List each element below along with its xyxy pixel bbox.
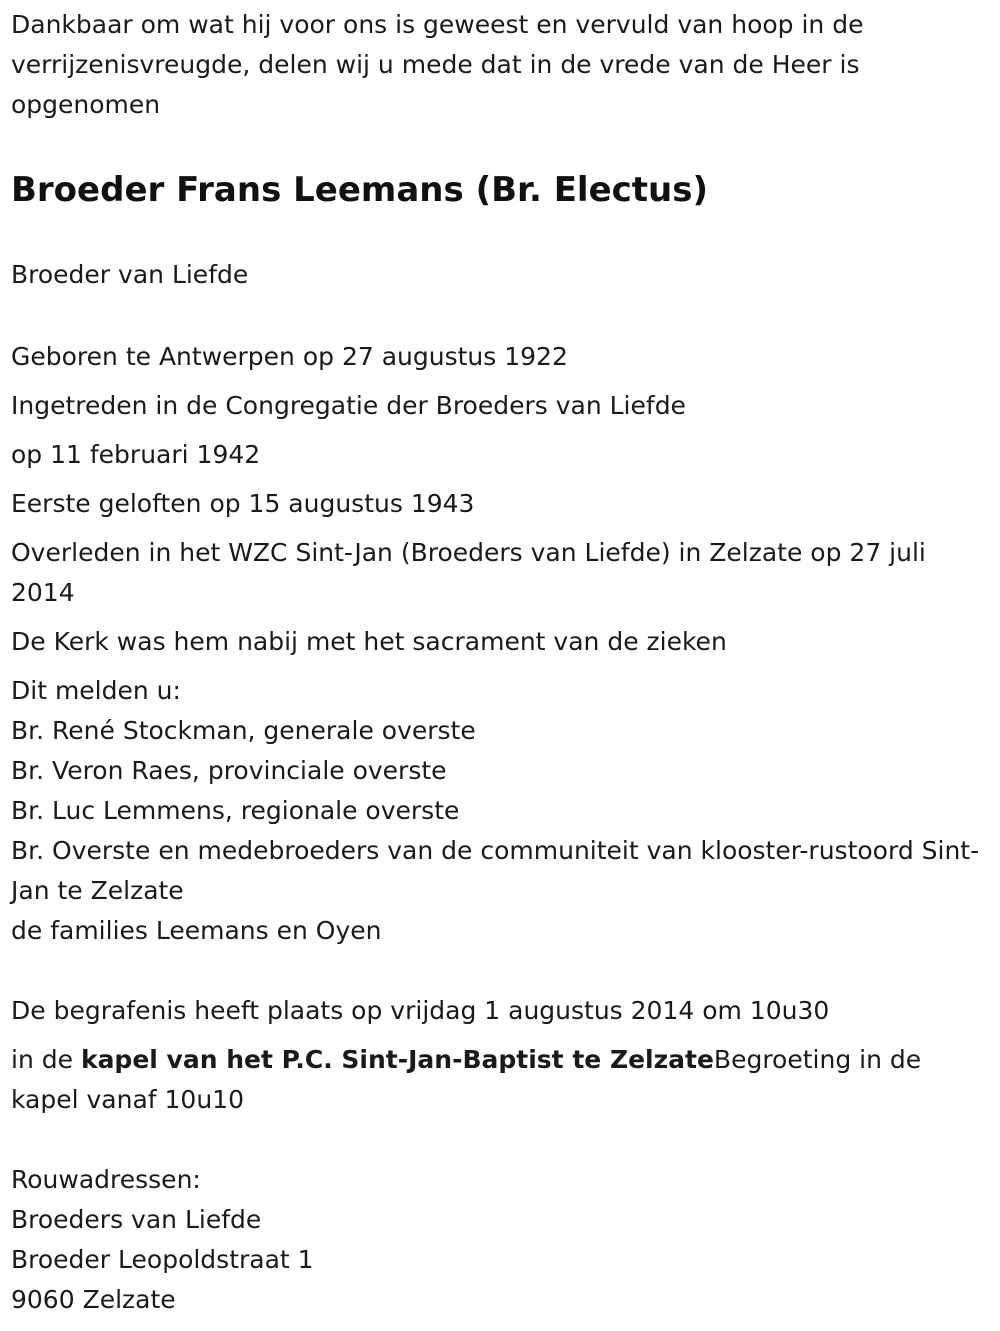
announcer-line: Br. Overste en medebroeders van de communiteit van klooster-rustoord Sint-Jan te Zelzate [11, 836, 980, 905]
address-line: Broeder Leopoldstraat 1 [11, 1245, 314, 1274]
announcer-line: Br. Luc Lemmens, regionale overste [11, 796, 460, 825]
fact-entered-date: op 11 februari 1942 [11, 440, 261, 469]
fact-entered: Ingetreden in de Congregatie der Broeders van Liefde [11, 391, 686, 420]
announcer-line: de families Leemans en Oyen [11, 916, 382, 945]
funeral-greeting: Begroeting in de kapel vanaf 10u10 [11, 1045, 922, 1114]
fact-sacrament: De Kerk was hem nabij met het sacrament van de zieken [11, 627, 727, 656]
announcers-heading: Dit melden u: [11, 676, 181, 705]
announcers [11, 671, 982, 951]
announcer-line: Br. Veron Raes, provinciale overste [11, 756, 447, 785]
mourning-address [11, 1160, 982, 1320]
funeral-prefix: in de [11, 1045, 81, 1074]
address-line: 9060 Zelzate [11, 1285, 176, 1314]
funeral-date: De begrafenis heeft plaats op vrijdag 1 augustus 2014 om 10u30 [11, 996, 830, 1025]
funeral-location [11, 1040, 982, 1120]
funeral-location-name: kapel van het P.C. Sint-Jan-Baptist te Zelzate [80, 1045, 714, 1074]
fact-birth: Geboren te Antwerpen op 27 augustus 1922 [11, 342, 568, 371]
intro-text: Dankbaar om wat hij voor ons is geweest en vervuld van hoop in de verrijzenisvreugde, delen wij u mede dat in de vrede van de Heer is opgenomen [11, 10, 864, 119]
deceased-name: Broeder Frans Leemans (Br. Electus) [11, 170, 709, 210]
fact-death: Overleden in het WZC Sint-Jan (Broeders van Liefde) in Zelzate op 27 juli 2014 [11, 538, 926, 607]
address-heading: Rouwadressen: [11, 1165, 201, 1194]
announcer-line: Br. René Stockman, generale overste [11, 716, 476, 745]
address-line: Broeders van Liefde [11, 1205, 262, 1234]
fact-vows: Eerste geloften op 15 augustus 1943 [11, 489, 475, 518]
subtitle: Broeder van Liefde [11, 260, 249, 289]
